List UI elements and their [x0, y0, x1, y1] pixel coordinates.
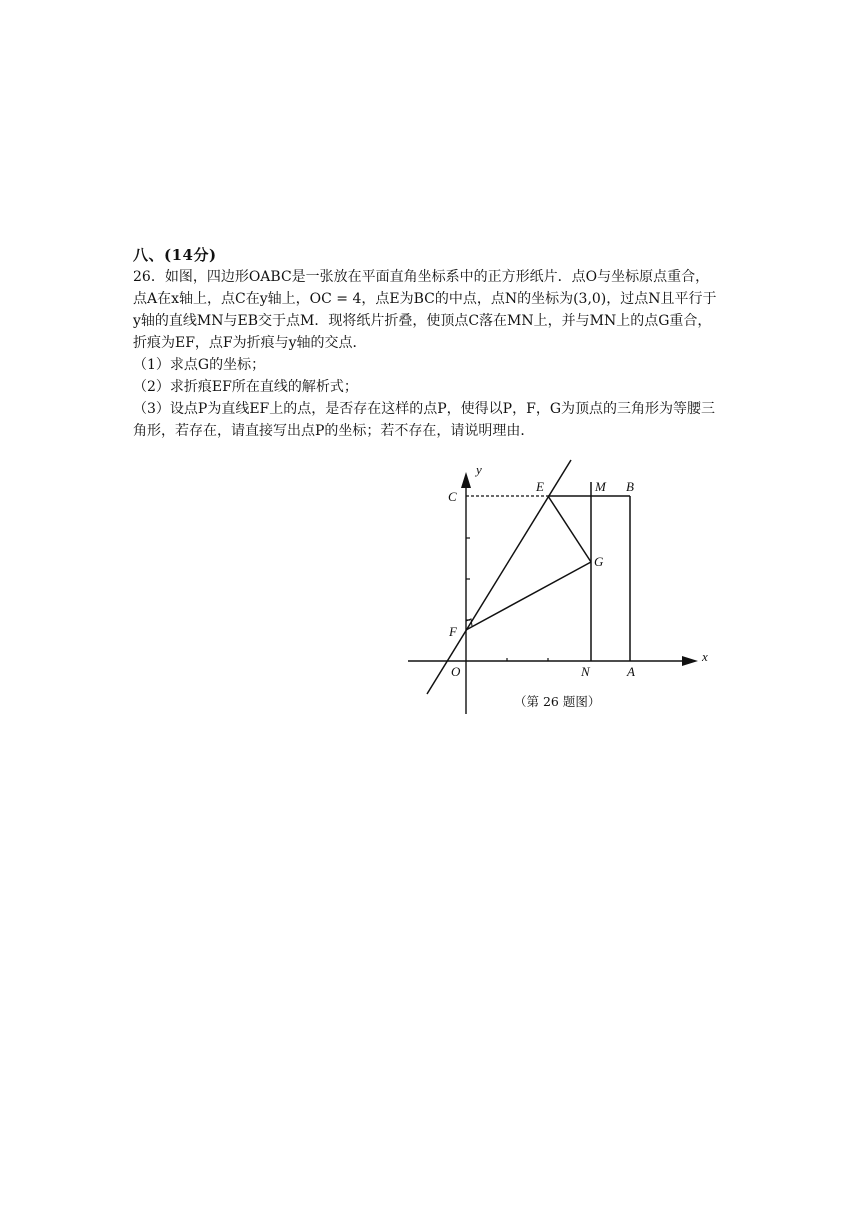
label-x: x: [702, 649, 708, 664]
segment-fg: [466, 562, 591, 630]
problem-text: [133, 266, 723, 442]
segment-eg: [548, 496, 591, 562]
label-c: C: [448, 489, 457, 504]
label-g: G: [594, 554, 604, 569]
question-1: （1）求点G的坐标；: [133, 357, 266, 373]
label-n: N: [581, 664, 590, 679]
question-3: （3）设点P为直线EF上的点，是否存在这样的点P，使得以P，F，G为顶点的三角形为等腰三角形，若存在，请直接写出点P的坐标；若不存在，请说明理由．: [133, 401, 715, 439]
question-2: （2）求折痕EF所在直线的解析式；: [133, 379, 358, 395]
geometry-figure: [402, 456, 732, 720]
label-a: A: [627, 664, 635, 679]
figure-svg: [402, 456, 732, 720]
problem-intro: 26．如图，四边形OABC是一张放在平面直角坐标系中的正方形纸片．点O与坐标原点重合，点A在x轴上，点C在y轴上，OC = 4，点E为BC的中点，点N的坐标为(3,0)，过点N且平行于y轴的直线MN与EB交于点M．现将纸片折叠，使顶点C落在MN上，并与MN上的点G重合，折痕为EF，点F为折痕与y轴的交点．: [133, 269, 717, 351]
x-axis-arrow: [682, 656, 698, 666]
section-heading: 八、(14分): [133, 246, 217, 264]
label-f: F: [449, 624, 457, 639]
label-m: M: [595, 479, 606, 494]
figure-caption: （第 26 题图）: [514, 694, 601, 709]
label-b: B: [626, 479, 634, 494]
label-o: O: [451, 664, 461, 679]
label-y: y: [476, 462, 482, 477]
y-axis-arrow: [461, 472, 471, 488]
label-e: E: [536, 479, 544, 494]
